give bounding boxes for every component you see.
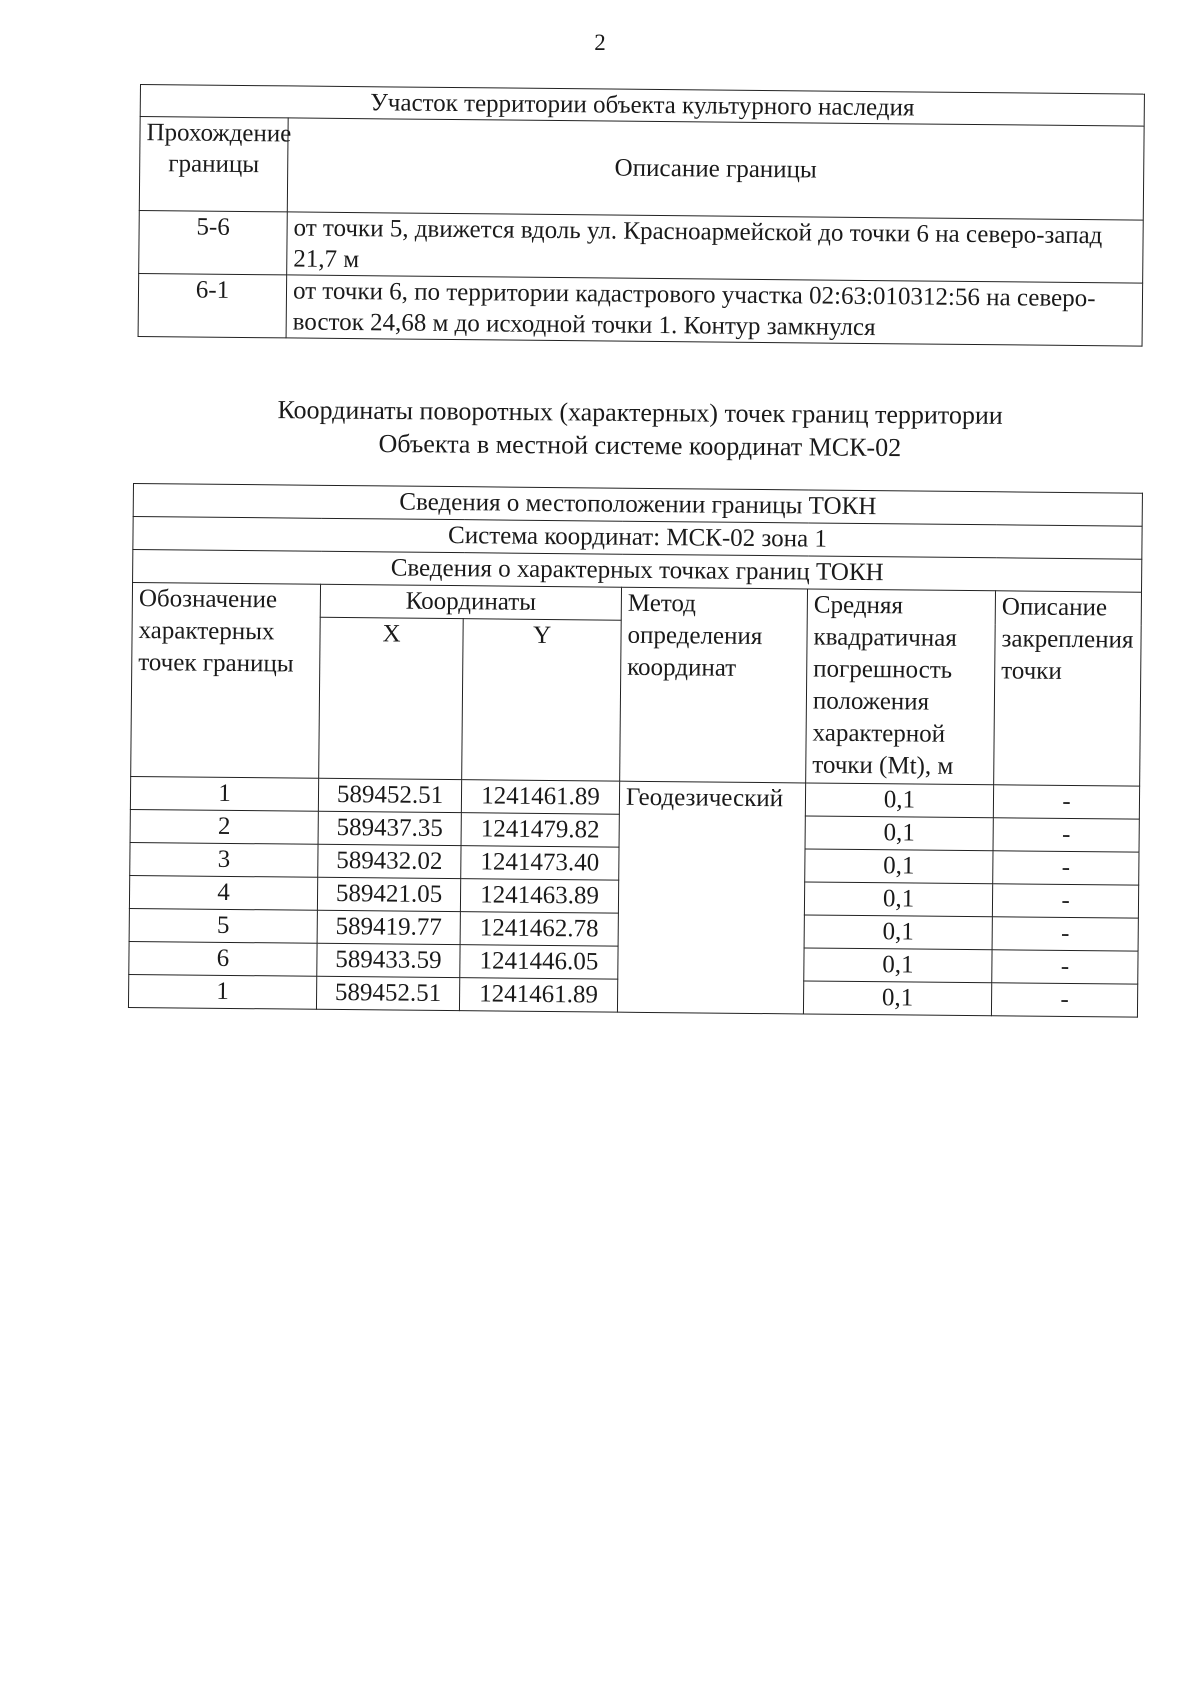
accuracy-cell: 0,1 [805, 849, 993, 884]
y-cell: 1241473.40 [461, 846, 619, 881]
header-method: Метод определения координат [620, 587, 808, 783]
point-cell: 3 [130, 842, 318, 877]
point-cell: 2 [130, 809, 318, 844]
table-row [138, 273, 1143, 346]
x-cell: 589437.35 [318, 811, 461, 845]
x-cell: 589421.05 [317, 877, 460, 911]
x-cell: 589452.51 [318, 778, 461, 812]
y-cell: 1241462.78 [460, 912, 618, 947]
tokn-coordinates-table [128, 483, 1143, 1018]
accuracy-cell: 0,1 [805, 816, 993, 851]
point-cell: 4 [129, 875, 317, 910]
segment-cell: 6-1 [138, 273, 287, 337]
fixing-cell: - [992, 917, 1138, 951]
x-cell: 589452.51 [316, 976, 459, 1010]
coordinate-system: Система координат: МСК-02 зона 1 [133, 517, 1142, 560]
boundary-description-table [138, 84, 1145, 347]
coordinates-heading-line-2: Объекта в местной системе координат МСК-02 [378, 428, 902, 463]
header-point-designation: Обозначение характерных точек границы [131, 583, 321, 779]
tokn-table-title: Сведения о местоположении границы ТОКН [133, 484, 1142, 527]
accuracy-cell: 0,1 [804, 948, 992, 983]
description-cell: от точки 5, движется вдоль ул. Красноармейской до точки 6 на северо-запад 21,7 м [287, 212, 1144, 283]
header-accuracy: Средняя квадратичная погрешность положения характерной точки (Mt), м [806, 589, 996, 785]
method-cell: Геодезический [617, 781, 805, 1014]
y-cell: 1241446.05 [460, 945, 618, 980]
x-cell: 589432.02 [318, 844, 461, 878]
header-fixing: Описание закрепления точки [994, 591, 1142, 786]
point-cell: 1 [130, 776, 318, 811]
y-cell: 1241461.89 [459, 978, 617, 1013]
accuracy-cell: 0,1 [805, 783, 993, 818]
x-cell: 589419.77 [317, 910, 460, 944]
header-y: Y [462, 619, 622, 782]
fixing-cell: - [992, 884, 1138, 918]
y-cell: 1241461.89 [461, 780, 619, 815]
coordinates-heading [200, 393, 1080, 466]
boundary-table-header-row [139, 117, 1144, 221]
description-cell: от точки 6, по территории кадастрового участка 02:63:010312:56 на северо-восток 24,68 м до исходной точки 1. Контур замкнулся [286, 275, 1143, 346]
fixing-cell: - [993, 785, 1139, 819]
header-description: Описание границы [287, 118, 1144, 220]
page-number: 2 [594, 30, 606, 55]
accuracy-cell: 0,1 [804, 915, 992, 950]
header-passage: Прохождение границы [139, 117, 288, 212]
fixing-cell: - [993, 818, 1139, 852]
tokn-table-subtitle: Сведения о характерных точках границ ТОКН [133, 550, 1142, 593]
y-cell: 1241463.89 [460, 879, 618, 914]
table-row [139, 210, 1144, 283]
boundary-table-title: Участок территории объекта культурного наследия [140, 85, 1144, 127]
accuracy-cell: 0,1 [803, 981, 991, 1016]
y-cell: 1241479.82 [461, 813, 619, 848]
fixing-cell: - [991, 983, 1137, 1017]
fixing-cell: - [992, 950, 1138, 984]
header-x: X [319, 617, 464, 779]
point-cell: 6 [129, 941, 317, 976]
point-cell: 1 [128, 974, 316, 1009]
point-cell: 5 [129, 908, 317, 943]
segment-cell: 5-6 [139, 210, 288, 274]
fixing-cell: - [993, 851, 1139, 885]
x-cell: 589433.59 [317, 943, 460, 977]
header-coordinates: Координаты [320, 584, 621, 620]
accuracy-cell: 0,1 [804, 882, 992, 917]
coordinates-heading-line-1: Координаты поворотных (характерных) точек границ территории [277, 395, 1003, 430]
